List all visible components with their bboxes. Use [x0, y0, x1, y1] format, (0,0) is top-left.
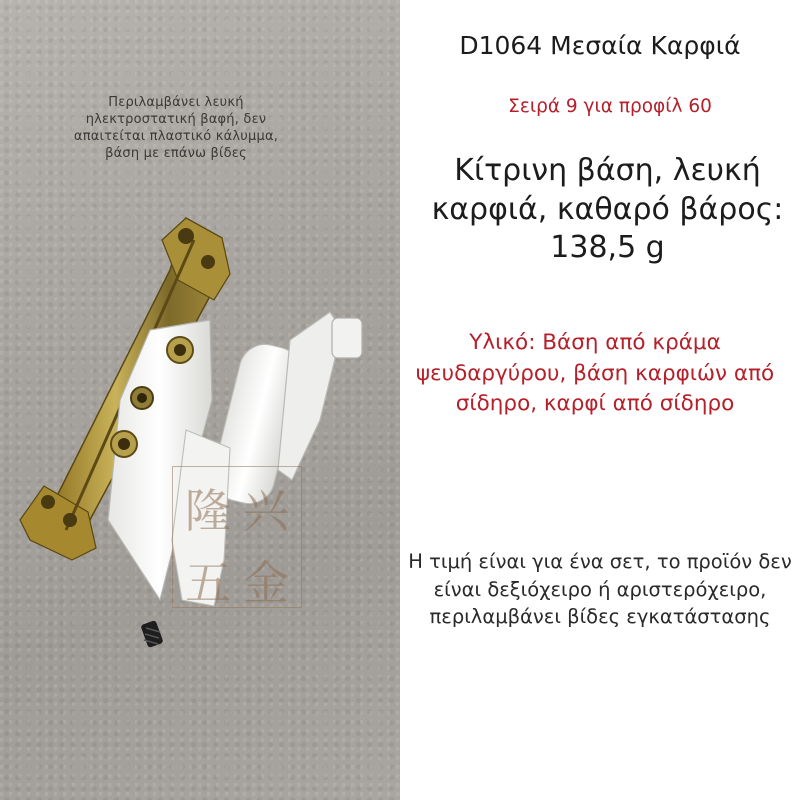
loose-set-screw: [140, 620, 163, 648]
weight-description: Κίτρινη βάση, λευκή καρφιά, καθαρό βάρος: 138,5 g: [431, 153, 784, 265]
product-title: D1064 Μεσαία Καρφιά: [459, 31, 741, 60]
series-note: Σειρά 9 για προφίλ 60: [508, 96, 712, 117]
watermark-char: 兴: [243, 484, 289, 538]
watermark-char: 五: [185, 556, 231, 610]
watermark-char: 隆: [185, 484, 231, 538]
watermark-logo: [172, 466, 302, 608]
photo-caption: Περιλαμβάνει λευκή ηλεκτροστατική βαφή, δεν απαιτείται πλαστικό κάλυμμα, βάση με επάνω βίδες: [73, 95, 279, 161]
watermark-char: 金: [243, 556, 289, 610]
price-note: Η τιμή είναι για ένα σετ, το προϊόν δεν είναι δεξιόχειρο ή αριστερόχειρο, περιλαμβάνει βίδες εγκατάστασης: [408, 550, 792, 628]
material-description: Υλικό: Βάση από κράμα ψευδαργύρου, βάση καρφιών από σίδηρο, καρφί από σίδηρο: [415, 330, 775, 416]
